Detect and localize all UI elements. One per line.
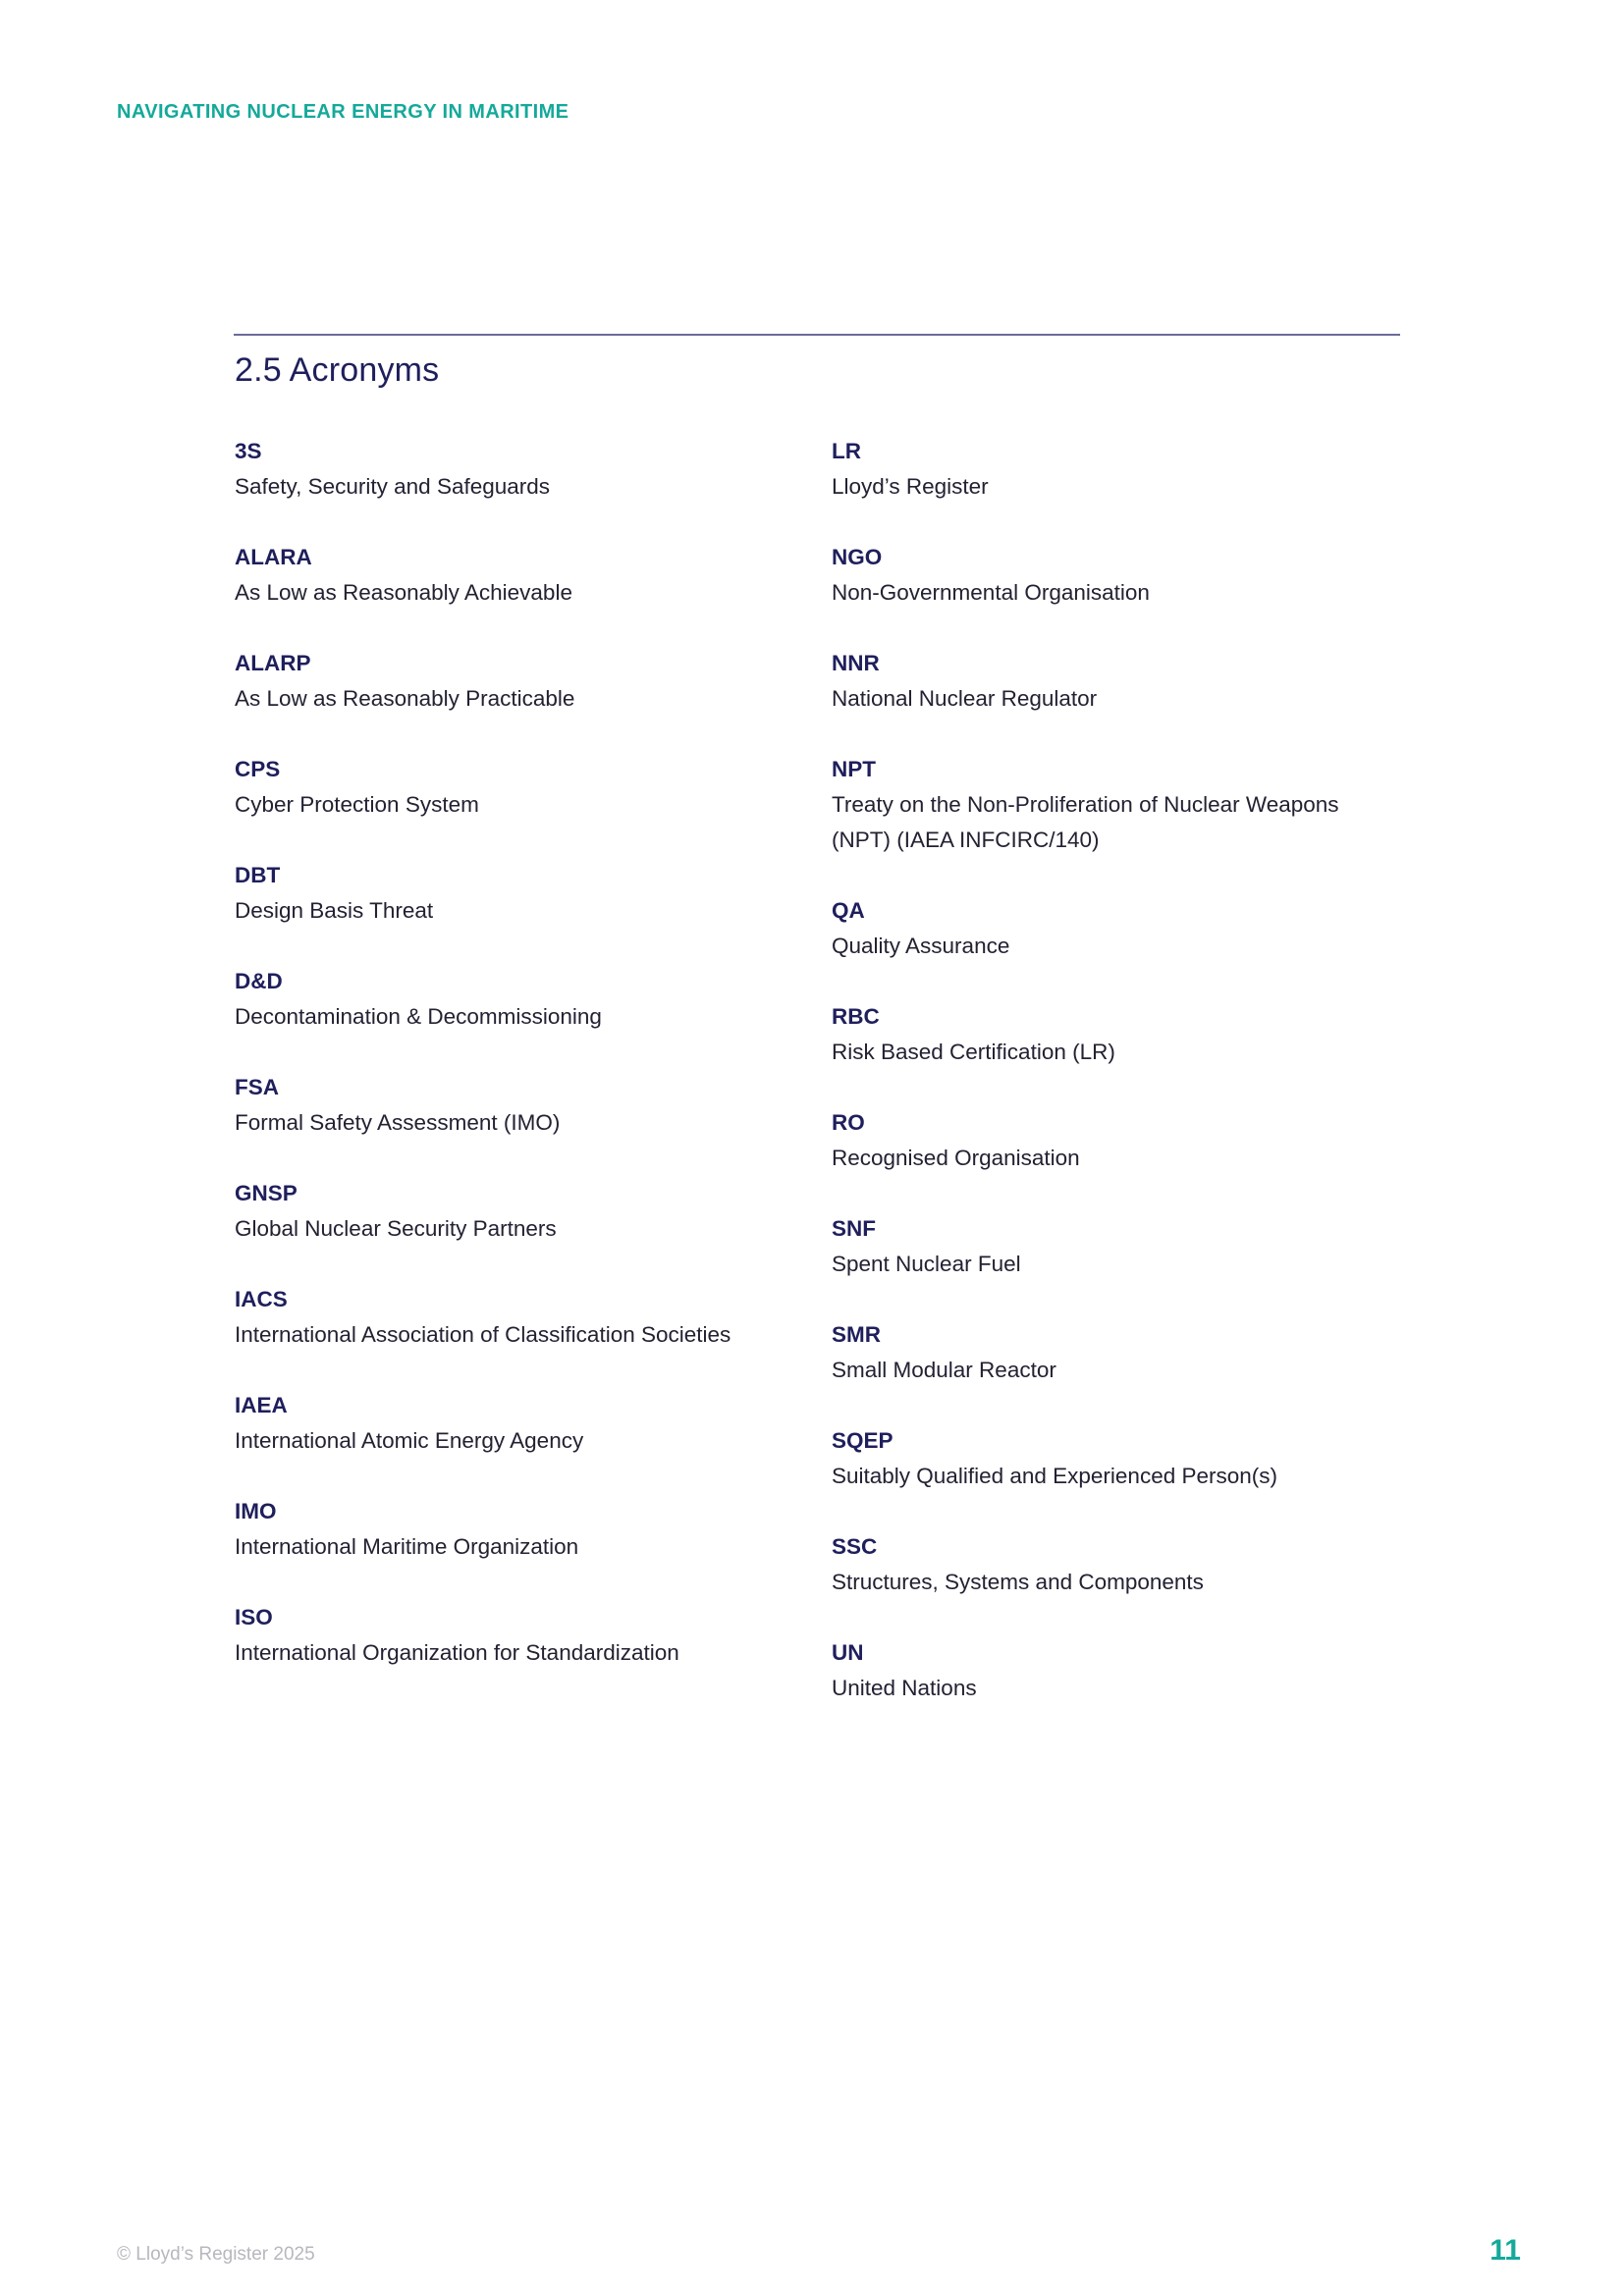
acronym-term: 3S bbox=[235, 439, 262, 463]
acronym-definition: As Low as Reasonably Achievable bbox=[235, 580, 572, 605]
page-number: 11 bbox=[1489, 2234, 1521, 2267]
acronym-column-right bbox=[832, 434, 1401, 1741]
acronym-definition: Quality Assurance bbox=[832, 934, 1010, 958]
acronym-definition: Decontamination & Decommissioning bbox=[235, 1004, 602, 1029]
acronym-entry bbox=[235, 1070, 832, 1141]
acronym-entry bbox=[832, 540, 1401, 611]
acronym-entry bbox=[832, 1105, 1401, 1176]
acronym-entry bbox=[235, 1282, 832, 1353]
acronym-term: ALARA bbox=[235, 545, 312, 569]
acronym-entry bbox=[235, 752, 832, 823]
acronym-entry bbox=[832, 1529, 1401, 1600]
acronym-term: SSC bbox=[832, 1534, 878, 1559]
acronym-entry bbox=[235, 1176, 832, 1247]
acronym-entry bbox=[235, 1600, 832, 1671]
footer-copyright: © Lloyd’s Register 2025 bbox=[117, 2244, 315, 2265]
acronym-entry bbox=[235, 1388, 832, 1459]
acronym-entry bbox=[235, 964, 832, 1035]
acronym-definition: Cyber Protection System bbox=[235, 792, 479, 817]
acronym-term: ISO bbox=[235, 1605, 273, 1629]
acronym-definition: Recognised Organisation bbox=[832, 1146, 1080, 1170]
acronym-definition: Non-Governmental Organisation bbox=[832, 580, 1150, 605]
acronym-definition: Small Modular Reactor bbox=[832, 1358, 1056, 1382]
acronym-entry bbox=[832, 1317, 1401, 1388]
acronym-column-left bbox=[235, 434, 832, 1741]
acronym-columns bbox=[235, 434, 1401, 1741]
acronym-entry bbox=[235, 646, 832, 717]
acronym-definition: Risk Based Certification (LR) bbox=[832, 1040, 1115, 1064]
acronym-term: SMR bbox=[832, 1322, 881, 1347]
acronym-entry bbox=[832, 434, 1401, 505]
acronym-term: RO bbox=[832, 1110, 865, 1135]
acronyms-section bbox=[234, 334, 1400, 1700]
acronym-entry bbox=[235, 1494, 832, 1565]
acronym-term: NNR bbox=[832, 651, 880, 675]
acronym-term: UN bbox=[832, 1640, 864, 1665]
acronym-entry bbox=[235, 434, 832, 505]
acronym-term: SNF bbox=[832, 1216, 876, 1241]
section-divider bbox=[234, 334, 1400, 336]
running-header: NAVIGATING NUCLEAR ENERGY IN MARITIME bbox=[117, 101, 569, 123]
acronym-term: NGO bbox=[832, 545, 883, 569]
acronym-term: IACS bbox=[235, 1287, 288, 1311]
acronym-definition: International Atomic Energy Agency bbox=[235, 1428, 584, 1453]
section-title: 2.5 Acronyms bbox=[235, 351, 440, 389]
acronym-definition: Global Nuclear Security Partners bbox=[235, 1216, 557, 1241]
acronym-term: FSA bbox=[235, 1075, 279, 1099]
acronym-definition: International Maritime Organization bbox=[235, 1534, 579, 1559]
acronym-definition: International Organization for Standardization bbox=[235, 1640, 679, 1665]
acronym-definition: Design Basis Threat bbox=[235, 898, 434, 923]
acronym-definition: National Nuclear Regulator bbox=[832, 686, 1098, 711]
acronym-entry bbox=[832, 893, 1401, 964]
acronym-entry bbox=[832, 1635, 1401, 1706]
acronym-term: IAEA bbox=[235, 1393, 288, 1417]
acronym-definition: Lloyd’s Register bbox=[832, 474, 989, 499]
acronym-term: RBC bbox=[832, 1004, 880, 1029]
acronym-term: IMO bbox=[235, 1499, 277, 1523]
acronym-entry bbox=[235, 858, 832, 929]
acronym-entry bbox=[832, 752, 1401, 858]
acronym-term: DBT bbox=[235, 863, 281, 887]
acronym-term: ALARP bbox=[235, 651, 311, 675]
acronym-definition: United Nations bbox=[832, 1676, 977, 1700]
acronym-entry bbox=[832, 1423, 1401, 1494]
acronym-term: D&D bbox=[235, 969, 283, 993]
acronym-definition: Treaty on the Non-Proliferation of Nuclear Weapons (NPT) (IAEA INFCIRC/140) bbox=[832, 792, 1339, 852]
acronym-entry bbox=[832, 1211, 1401, 1282]
acronym-definition: As Low as Reasonably Practicable bbox=[235, 686, 575, 711]
acronym-definition: International Association of Classification Societies bbox=[235, 1322, 731, 1347]
acronym-definition: Formal Safety Assessment (IMO) bbox=[235, 1110, 561, 1135]
acronym-term: QA bbox=[832, 898, 865, 923]
acronym-definition: Suitably Qualified and Experienced Person(s) bbox=[832, 1464, 1277, 1488]
acronym-term: CPS bbox=[235, 757, 281, 781]
acronym-term: LR bbox=[832, 439, 861, 463]
acronym-entry bbox=[832, 646, 1401, 717]
acronym-term: SQEP bbox=[832, 1428, 893, 1453]
acronym-term: GNSP bbox=[235, 1181, 298, 1205]
acronym-entry bbox=[235, 540, 832, 611]
acronym-entry bbox=[832, 999, 1401, 1070]
acronym-term: NPT bbox=[832, 757, 876, 781]
acronym-definition: Safety, Security and Safeguards bbox=[235, 474, 551, 499]
acronym-definition: Spent Nuclear Fuel bbox=[832, 1252, 1021, 1276]
acronym-definition: Structures, Systems and Components bbox=[832, 1570, 1204, 1594]
